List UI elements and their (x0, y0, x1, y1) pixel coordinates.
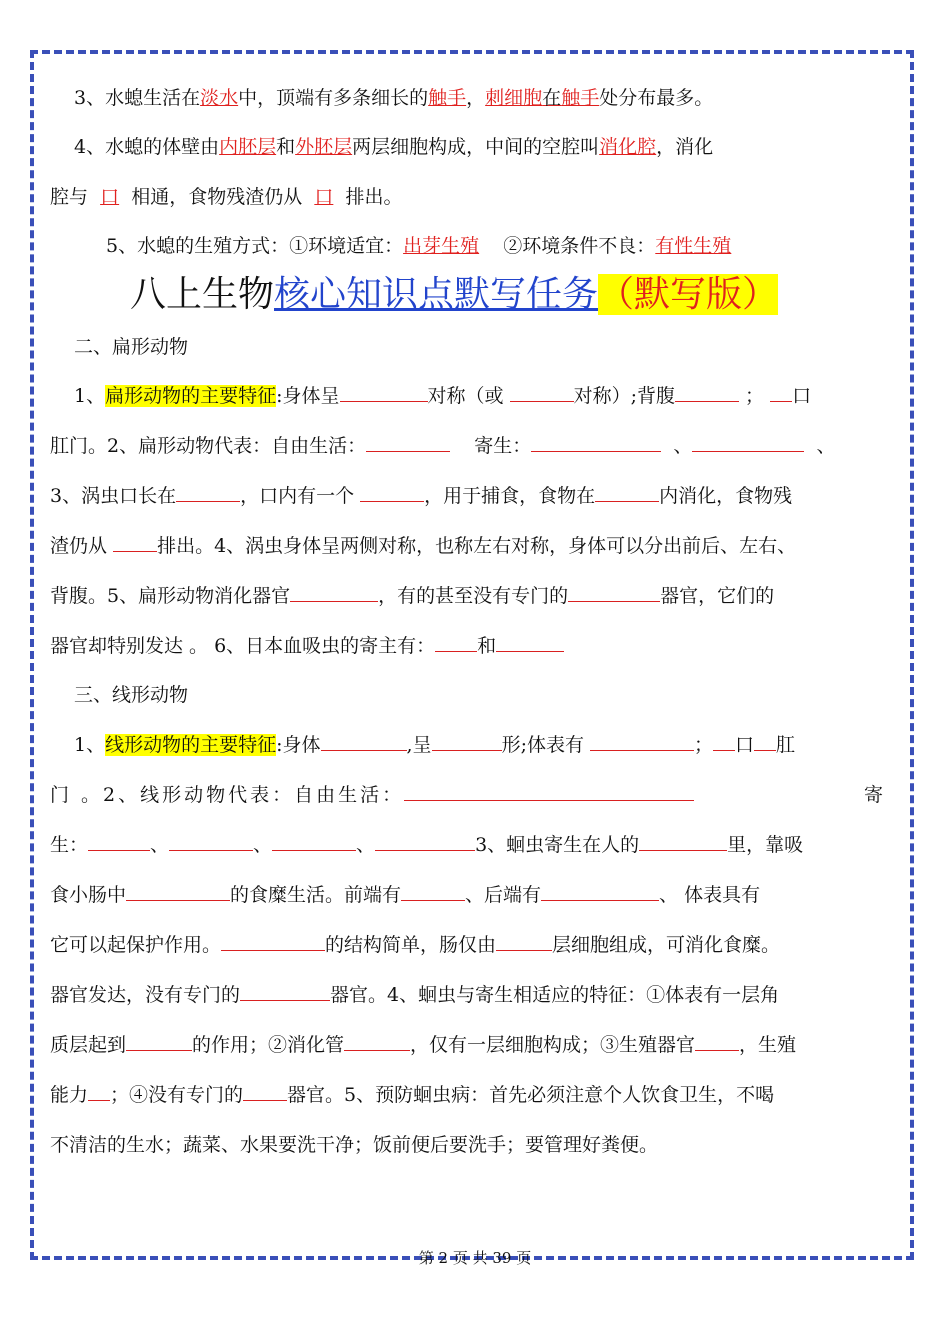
q4-answer-2: 外胚层 (295, 136, 353, 158)
blank[interactable] (590, 732, 694, 751)
sec2-text: 对称）;背腹 (573, 385, 675, 407)
blank[interactable] (496, 932, 552, 951)
sec3-text: 质层起到 (50, 1034, 127, 1056)
blank[interactable] (754, 732, 776, 751)
sec2-text: 和 (477, 635, 497, 657)
blank[interactable] (695, 1032, 739, 1051)
sec3-line-4 (50, 881, 910, 909)
blank[interactable] (126, 1032, 192, 1051)
page-title (130, 270, 778, 320)
sec2-text: 渣仍从 (50, 535, 108, 557)
blank[interactable] (401, 882, 465, 901)
q5-text: 5、水螅的生殖方式：①环境适宜： (106, 235, 404, 257)
q4-text: 相通，食物残渣仍从 (131, 186, 303, 208)
q4-text: 两层细胞构成，中间的空腔叫 (352, 136, 600, 158)
sec3-text: 门 。2、线形动物代表：自由生活： (50, 784, 405, 806)
sec2-line-4 (50, 532, 910, 560)
q4-text: 排出。 (345, 186, 403, 208)
sec3-text: 层细胞组成，可消化食糜。 (552, 934, 781, 956)
sec2-text: ； (745, 385, 765, 407)
blank[interactable] (595, 483, 659, 502)
sec3-text: ；④没有专门的 (110, 1084, 244, 1106)
sec2-text: 1、 (74, 385, 106, 407)
blank[interactable] (432, 732, 502, 751)
title-blue: 核心知识点默写任务 (274, 274, 599, 315)
sec3-text: 的食糜生活。前端有 (230, 884, 402, 906)
blank[interactable] (113, 533, 157, 552)
sec3-text: 寄 (863, 784, 886, 806)
sec3-text: 的结构简单，肠仅由 (325, 934, 497, 956)
blank[interactable] (344, 1032, 410, 1051)
sec3-line-7 (50, 1031, 910, 1059)
q4-text: ，消化 (656, 136, 714, 158)
sec3-line-6 (50, 981, 910, 1009)
sec3-text: 器官。4、蛔虫与寄生相适应的特征：①体表有一层角 (330, 984, 780, 1006)
blank[interactable] (675, 383, 739, 402)
q4-answer-1: 内胚层 (219, 136, 277, 158)
q4-line-1 (74, 133, 934, 161)
blank[interactable] (510, 383, 574, 402)
blank[interactable] (692, 433, 804, 452)
blank[interactable] (496, 633, 564, 652)
sec3-line-1 (74, 731, 934, 759)
sec3-text: ； (694, 734, 714, 756)
blank[interactable] (243, 1082, 287, 1101)
blank[interactable] (541, 882, 659, 901)
sec2-text: ，用于捕食，食物在 (424, 485, 596, 507)
q5-text: ②环境条件不良： (503, 235, 656, 257)
q5-answer-1: 出芽生殖 (403, 235, 480, 257)
page-footer: 第 2 页 共 39 页 (418, 1249, 532, 1267)
blank[interactable] (240, 982, 330, 1001)
blank[interactable] (126, 882, 230, 901)
blank[interactable] (568, 583, 660, 602)
sec3-highlight: 线形动物的主要特征 (105, 734, 277, 756)
blank[interactable] (713, 732, 735, 751)
q4-text: 腔与 (50, 186, 89, 208)
sec3-text: 、 体表具有 (659, 884, 761, 906)
blank[interactable] (366, 433, 450, 452)
blank[interactable] (404, 782, 694, 801)
sec3-text: 的作用；②消化管 (192, 1034, 345, 1056)
title-black: 八上生物 (130, 274, 275, 315)
blank[interactable] (176, 483, 240, 502)
q4-answer-3: 消化腔 (599, 136, 657, 158)
sec3-text: 、 (150, 834, 170, 856)
q3-text: 处分布最多。 (599, 87, 714, 109)
q3-answer-3: 刺细胞 (485, 87, 543, 109)
sec2-text: ，口内有一个 (240, 485, 355, 507)
q3-text: 3、水螅生活在 (74, 87, 201, 109)
q4-text: 和 (276, 136, 296, 158)
blank[interactable] (290, 583, 378, 602)
sec3-text: 生： (50, 834, 89, 856)
q3-text: 在 (542, 87, 562, 109)
sec2-text: :身体呈 (276, 385, 340, 407)
sec2-line-2 (50, 432, 910, 460)
q4-answer-4: 口 (100, 186, 120, 208)
sec3-text: 器官。5、预防蛔虫病：首先必须注意个人饮食卫生，不喝 (287, 1084, 775, 1106)
blank[interactable] (321, 732, 407, 751)
sec2-text: 器官，它们的 (660, 585, 775, 607)
sec3-text: 、 (356, 834, 376, 856)
sec2-line-1 (74, 382, 934, 410)
sec3-text: 、后端有 (465, 884, 542, 906)
sec3-text: 里，靠吸 (727, 834, 804, 856)
blank[interactable] (435, 633, 477, 652)
blank[interactable] (531, 433, 661, 452)
blank[interactable] (88, 832, 150, 851)
sec2-text: ，有的甚至没有专门的 (378, 585, 569, 607)
sec2-text: 背腹。5、扁形动物消化器官 (50, 585, 291, 607)
sec3-text: 肛 (776, 734, 796, 756)
sec3-text: 3、蛔虫寄生在人的 (475, 834, 640, 856)
blank[interactable] (639, 832, 727, 851)
sec2-text: 对称（或 (427, 385, 504, 407)
sec3-text: 不清洁的生水；蔬菜、水果要洗干净；饭前便后要洗手；要管理好粪便。 (50, 1134, 659, 1156)
blank[interactable] (360, 483, 424, 502)
sec2-text: 3、涡虫口长在 (50, 485, 177, 507)
blank[interactable] (169, 832, 253, 851)
sec3-text: 1、 (74, 734, 106, 756)
q5-line (106, 232, 950, 260)
section-heading: 三、线形动物 (74, 684, 189, 706)
sec2-text: 排出。4、涡虫身体呈两侧对称，也称左右对称，身体可以分出前后、左右、 (157, 535, 797, 557)
sec3-text: 它可以起保护作用。 (50, 934, 222, 956)
sec3-text: ,呈 (406, 734, 432, 756)
sec3-line-2 (50, 781, 910, 809)
sec3-text: 食小肠中 (50, 884, 127, 906)
sec2-line-3 (50, 482, 910, 510)
sec2-text: 器官却特别发达 。 6、日本血吸虫的寄主有： (50, 635, 436, 657)
blank[interactable] (375, 832, 475, 851)
sec2-text: 内消化，食物残 (659, 485, 793, 507)
q4-text: 4、水螅的体壁由 (74, 136, 220, 158)
q3-answer-4: 触手 (561, 87, 600, 109)
sec3-text: 能力 (50, 1084, 89, 1106)
sec2-text: 、 (673, 435, 693, 457)
sec3-text: :身体 (276, 734, 321, 756)
blank[interactable] (770, 383, 792, 402)
section-heading: 二、扁形动物 (74, 336, 189, 358)
q4-line-2 (50, 183, 910, 211)
blank[interactable] (88, 1082, 110, 1101)
sec2-text: 肛门。2、扁形动物代表：自由生活： (50, 435, 367, 457)
sec3-text: 、 (253, 834, 273, 856)
sec3-line-9 (50, 1131, 910, 1159)
sec3-text: 口 (735, 734, 755, 756)
sec3-text: 形;体表有 (501, 734, 584, 756)
q4-answer-5: 口 (314, 186, 334, 208)
sec2-line-6 (50, 632, 910, 660)
blank[interactable] (340, 383, 428, 402)
q3-answer-2: 触手 (428, 87, 467, 109)
blank[interactable] (221, 932, 325, 951)
sec2-text: 寄生： (474, 435, 532, 457)
sec3-text: ，生殖 (739, 1034, 797, 1056)
sec3-line-3 (50, 831, 910, 859)
q3-text: ， (466, 87, 486, 109)
sec2-text: 口 (792, 385, 812, 407)
q3-line (74, 84, 934, 112)
blank[interactable] (272, 832, 356, 851)
sec3-line-5 (50, 931, 910, 959)
sec2-highlight: 扁形动物的主要特征 (105, 385, 277, 407)
sec3-text: 器官发达，没有专门的 (50, 984, 241, 1006)
q5-answer-2: 有性生殖 (655, 235, 732, 257)
title-highlight: （默写版） (598, 274, 779, 315)
q3-text: 中，顶端有多条细长的 (238, 87, 429, 109)
q3-answer-1: 淡水 (200, 87, 239, 109)
sec2-line-5 (50, 582, 910, 610)
sec2-text: 、 (816, 435, 836, 457)
sec3-text: ，仅有一层细胞构成；③生殖器官 (410, 1034, 696, 1056)
sec3-line-8 (50, 1081, 910, 1109)
